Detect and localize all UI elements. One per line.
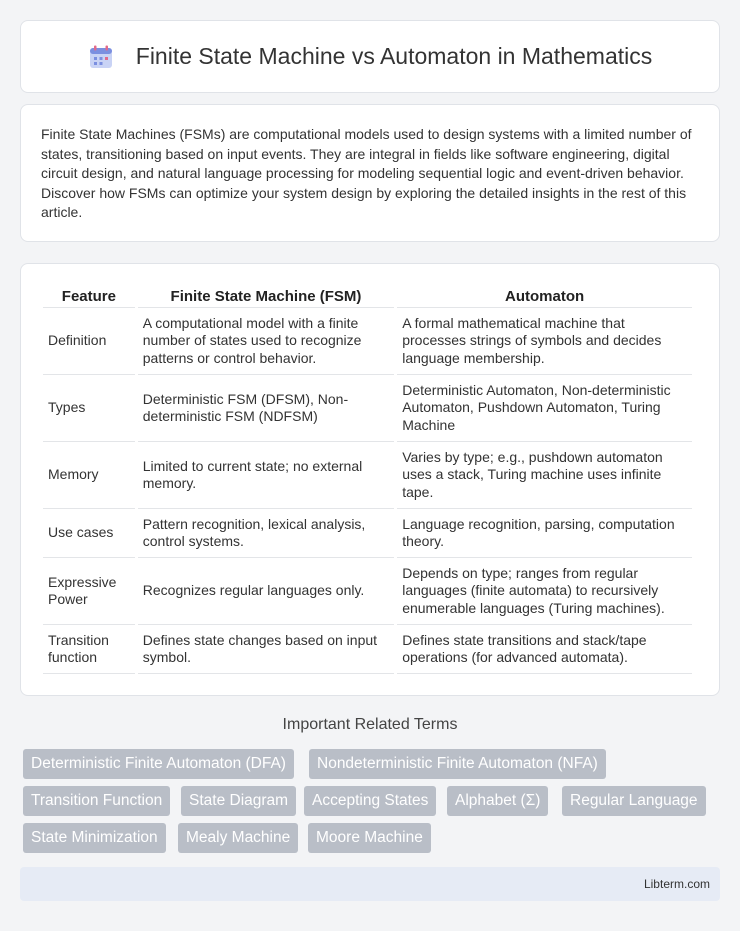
related-term-tag[interactable]: State Minimization [23,823,166,853]
related-term-tag[interactable]: Accepting States [304,786,436,816]
table-row [43,442,692,509]
footer-site-link[interactable]: Libterm.com [643,877,710,891]
table-header-row [43,282,692,308]
related-terms-title: Important Related Terms [282,716,458,733]
related-term-tag[interactable]: Transition Function [23,786,170,816]
related-term-tag[interactable]: Nondeterministic Finite Automaton (NFA) [309,749,606,779]
row-fsm: Recognizes regular languages only. [138,558,394,625]
row-automaton: Language recognition, parsing, computation theory. [397,509,692,558]
row-fsm: Limited to current state; no external memory. [138,442,394,509]
title-card [20,20,720,93]
row-feature: Use cases [43,509,135,558]
related-term-tag[interactable]: Alphabet (Σ) [447,786,548,816]
related-term-tag[interactable]: Deterministic Finite Automaton (DFA) [23,749,294,779]
row-automaton: A formal mathematical machine that processes strings of symbols and decides language membership. [397,308,692,375]
related-term-tag[interactable]: State Diagram [181,786,296,816]
header-fsm: Finite State Machine (FSM) [138,282,394,308]
intro-card [20,104,720,242]
table-row [43,375,692,442]
table-row [43,558,692,625]
intro-paragraph: Finite State Machines (FSMs) are computational models used to design systems with a limited number of states, transitioning based on input events. They are integral in fields like software engineering, digital circuit design, and natural language processing for modeling sequential logic and event-driven behavior. Discover how FSMs can optimize your system design by exploring the detailed insights in the rest of this article. [41,126,692,220]
row-fsm: A computational model with a finite number of states used to recognize patterns or control behavior. [138,308,394,375]
row-feature: Transition function [43,625,135,674]
footer [20,867,720,901]
header-automaton: Automaton [397,282,692,308]
row-automaton: Varies by type; e.g., pushdown automaton uses a stack, Turing machine uses infinite tape. [397,442,692,509]
row-feature: Definition [43,308,135,375]
comparison-table-card [20,263,720,696]
row-feature: Types [43,375,135,442]
table-row [43,625,692,674]
related-term-tag[interactable]: Moore Machine [308,823,431,853]
table-row [43,308,692,375]
table-row [43,509,692,558]
row-fsm: Defines state changes based on input symbol. [138,625,394,674]
row-feature: Expressive Power [43,558,135,625]
row-automaton: Depends on type; ranges from regular languages (finite automata) to recursively enumerable languages (Turing machines). [397,558,692,625]
row-fsm: Deterministic FSM (DFSM), Non-deterministic FSM (NDFSM) [138,375,394,442]
related-term-tag[interactable]: Regular Language [562,786,706,816]
row-automaton: Defines state transitions and stack/tape operations (for advanced automata). [397,625,692,674]
header-feature: Feature [43,282,135,308]
row-feature: Memory [43,442,135,509]
row-automaton: Deterministic Automaton, Non-deterministic Automaton, Pushdown Automaton, Turing Machine [397,375,692,442]
row-fsm: Pattern recognition, lexical analysis, control systems. [138,509,394,558]
related-term-tag[interactable]: Mealy Machine [178,823,298,853]
calendar-grid-icon [88,44,114,70]
comparison-table [40,282,695,674]
page-title: Finite State Machine vs Automaton in Mathematics [135,43,653,69]
